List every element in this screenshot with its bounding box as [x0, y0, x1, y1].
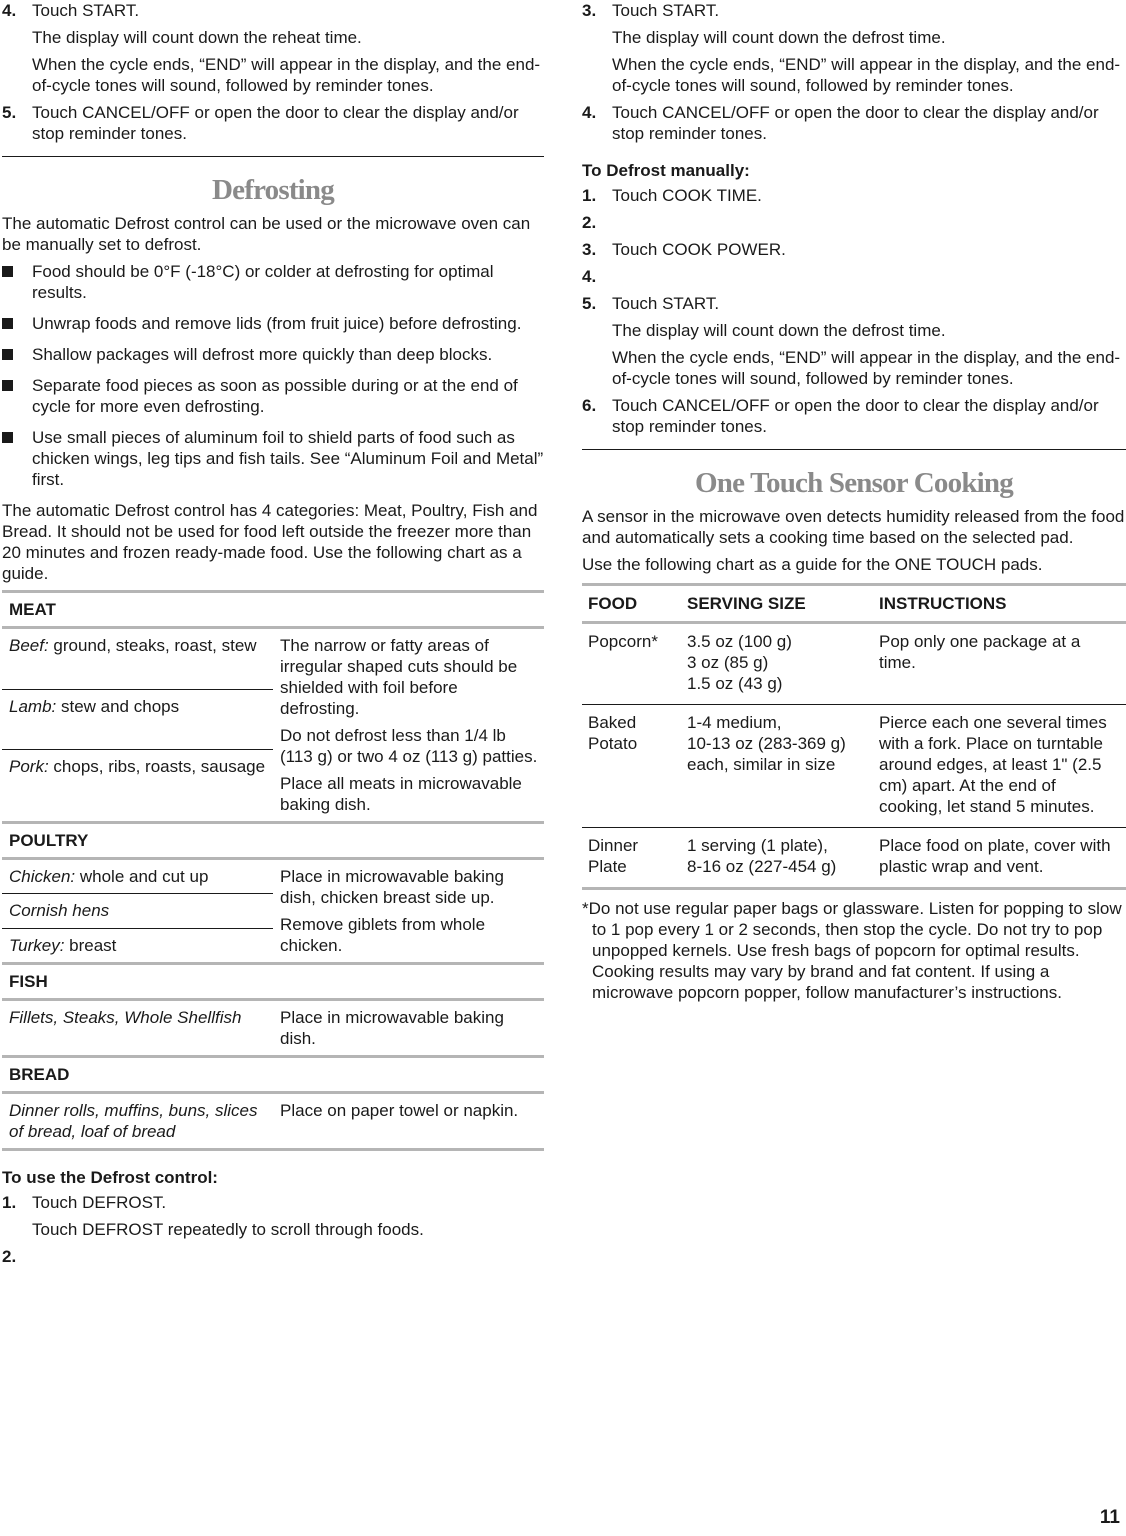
serving-size-cell: 1-4 medium, 10-13 oz (283-369 g) each, similar in size: [681, 705, 873, 828]
step-item: [2, 1192, 544, 1240]
defrost-steps: [582, 0, 1126, 144]
sensor-chart: [582, 583, 1126, 890]
step-item: [2, 102, 544, 144]
step-item: [582, 102, 1126, 144]
tip-item: [2, 261, 544, 303]
instructions-cell: Pop only one package at a time.: [873, 623, 1126, 705]
manual-defrost-steps: [582, 185, 1126, 437]
table-row: [582, 623, 1126, 705]
defrost-intro: The automatic Defrost control can be used or the microwave oven can be manually set to defrost.: [2, 214, 531, 254]
divider: [582, 449, 1126, 450]
use-defrost-steps: [2, 1192, 544, 1267]
tip-text: Food should be 0°F (-18°C) or colder at defrosting for optimal results.: [32, 262, 494, 302]
step-number: 3.: [582, 1, 597, 20]
manual-defrost-heading: To Defrost manually:: [582, 161, 750, 180]
tip-text: Separate food pieces as soon as possible during or at the end of cycle for more even defrosting.: [32, 376, 518, 416]
fish-item: Fillets, Steaks, Whole Shellfish: [9, 1008, 242, 1027]
bullet-square-icon: [2, 380, 13, 391]
poultry-item-chicken: Chicken: whole and cut up: [2, 859, 273, 894]
step-item: [582, 0, 1126, 96]
step-text: Touch DEFROST.: [32, 1193, 167, 1212]
step-number: 1.: [582, 186, 597, 205]
category-poultry: POULTRY: [2, 823, 544, 859]
tip-item: [2, 344, 544, 365]
step-text: Touch CANCEL/OFF or open the door to clear the display and/or stop reminder tones.: [32, 103, 519, 143]
step-number: 5.: [2, 103, 17, 122]
bread-item: Dinner rolls, muffins, buns, slices of bread, loaf of bread: [2, 1093, 273, 1150]
defrost-chart: [2, 590, 544, 1151]
step-item: [582, 395, 1126, 437]
step-number: 3.: [582, 240, 597, 259]
defrost-categories-paragraph: The automatic Defrost control has 4 categories: Meat, Poultry, Fish and Bread. It should not be used for food left outside the freezer more than 20 minutes and frozen ready-made food. Use the following chart as a guide.: [2, 501, 538, 583]
bread-instructions: Place on paper towel or napkin.: [273, 1093, 544, 1150]
tip-text: Use small pieces of aluminum foil to shield parts of food such as chicken wings, leg tips and fish tails. See “Aluminum Foil and Metal” first.: [32, 428, 544, 489]
step-number: 5.: [582, 294, 597, 313]
sensor-guide: Use the following chart as a guide for the ONE TOUCH pads.: [582, 555, 1043, 574]
category-bread: BREAD: [2, 1057, 544, 1093]
step-text: [612, 266, 1126, 287]
defrosting-title: Defrosting: [212, 174, 334, 206]
page-number: 11: [1099, 1507, 1120, 1528]
step-item: [582, 266, 1126, 287]
step-text: [612, 212, 1126, 233]
tip-item: [2, 375, 544, 417]
step-number: 6.: [582, 396, 597, 415]
step-number: 1.: [2, 1193, 17, 1212]
food-cell: Baked Potato: [582, 705, 681, 828]
instructions-cell: Place food on plate, cover with plastic wrap and vent.: [873, 828, 1126, 889]
left-column: [2, 0, 544, 1273]
step-text: Touch CANCEL/OFF or open the door to clear the display and/or stop reminder tones.: [612, 396, 1099, 436]
col-header-instructions: INSTRUCTIONS: [873, 585, 1126, 623]
serving-size-cell: 1 serving (1 plate), 8-16 oz (227-454 g): [681, 828, 873, 889]
col-header-serving-size: SERVING SIZE: [681, 585, 873, 623]
tip-text: Unwrap foods and remove lids (from fruit juice) before defrosting.: [32, 314, 522, 333]
reheat-steps: [2, 0, 544, 144]
step-text: Touch CANCEL/OFF or open the door to clear the display and/or stop reminder tones.: [612, 103, 1099, 143]
step-number: 2.: [2, 1247, 17, 1266]
tip-item: [2, 313, 544, 334]
step-text: Touch COOK POWER.: [612, 240, 786, 259]
right-column: [582, 0, 1126, 1003]
tip-item: [2, 427, 544, 490]
meat-instructions: The narrow or fatty areas of irregular shaped cuts should be shielded with foil before defrosting. Do not defrost less than 1/4 lb (113 g) or two 4 oz (113 g) patties. Place all meats in microwavable baking dish.: [280, 636, 538, 814]
tip-text: Shallow packages will defrost more quickly than deep blocks.: [32, 345, 493, 364]
step-item: [2, 0, 544, 96]
step-detail: When the cycle ends, “END” will appear in the display, and the end-of-cycle tones will sound, followed by reminder tones.: [612, 348, 1121, 388]
meat-item-beef: Beef: ground, steaks, roast, stew: [2, 628, 273, 690]
step-detail: When the cycle ends, “END” will appear in the display, and the end-of-cycle tones will sound, followed by reminder tones.: [612, 55, 1121, 95]
popcorn-footnote: *Do not use regular paper bags or glassware. Listen for popping to slow to 1 pop every 1 or 2 seconds, then stop the cycle. Do not try to pop unpopped kernels. Use fresh bags of popcorn for optimal results. Cooking results may vary by brand and fat content. If using a microwave popcorn popper, follow manufacturer’s instructions.: [582, 899, 1122, 1002]
instructions-cell: Pierce each one several times with a fork. Place on turntable around edges, at least 1" (2.5 cm) apart. At the end of cooking, let stand 5 minutes.: [873, 705, 1126, 828]
step-detail: The display will count down the defrost time.: [612, 321, 946, 340]
fish-instructions: Place in microwavable baking dish.: [280, 1008, 504, 1048]
step-detail: Touch DEFROST repeatedly to scroll through foods.: [32, 1220, 424, 1239]
sensor-cooking-title: One Touch Sensor Cooking: [695, 467, 1013, 499]
step-item: [582, 185, 1126, 206]
category-meat: MEAT: [2, 592, 544, 628]
meat-item-pork: Pork: chops, ribs, roasts, sausage: [9, 757, 266, 777]
serving-size-cell: 3.5 oz (100 g) 3 oz (85 g) 1.5 oz (43 g): [681, 623, 873, 705]
step-item: [582, 293, 1126, 389]
step-item: [2, 1246, 544, 1267]
step-number: 4.: [582, 103, 597, 122]
step-text: Touch START.: [612, 294, 720, 313]
sensor-intro: A sensor in the microwave oven detects humidity released from the food and automatically sets a cooking time based on the selected pad.: [582, 507, 1125, 547]
step-text: Touch COOK TIME.: [612, 186, 762, 205]
food-cell: Dinner Plate: [582, 828, 681, 889]
meat-item-lamb: Lamb: stew and chops: [2, 690, 273, 750]
use-defrost-heading: To use the Defrost control:: [2, 1168, 218, 1187]
step-number: 4.: [2, 1, 17, 20]
step-item: [582, 239, 1126, 260]
step-number: 4.: [582, 267, 597, 286]
category-fish: FISH: [2, 964, 544, 1000]
step-item: [582, 212, 1126, 233]
poultry-instructions: Place in microwavable baking dish, chicken breast side up. Remove giblets from whole chicken.: [280, 867, 504, 955]
step-text: [32, 1246, 544, 1267]
poultry-item-cornish-hens: Cornish hens: [2, 894, 273, 928]
col-header-food: FOOD: [582, 585, 681, 623]
defrost-tips-list: [2, 261, 544, 490]
step-detail: The display will count down the reheat time.: [32, 28, 362, 47]
table-row: [582, 705, 1126, 828]
divider: [2, 156, 544, 157]
food-cell: Popcorn*: [582, 623, 681, 705]
bullet-square-icon: [2, 432, 13, 443]
step-number: 2.: [582, 213, 597, 232]
poultry-item-turkey: Turkey: breast: [9, 935, 117, 955]
bullet-square-icon: [2, 349, 13, 360]
table-row: [582, 828, 1126, 889]
step-detail: When the cycle ends, “END” will appear in the display, and the end-of-cycle tones will sound, followed by reminder tones.: [32, 55, 541, 95]
bullet-square-icon: [2, 318, 13, 329]
step-detail: The display will count down the defrost time.: [612, 28, 946, 47]
step-text: Touch START.: [612, 1, 720, 20]
bullet-square-icon: [2, 266, 13, 277]
step-text: Touch START.: [32, 1, 140, 20]
